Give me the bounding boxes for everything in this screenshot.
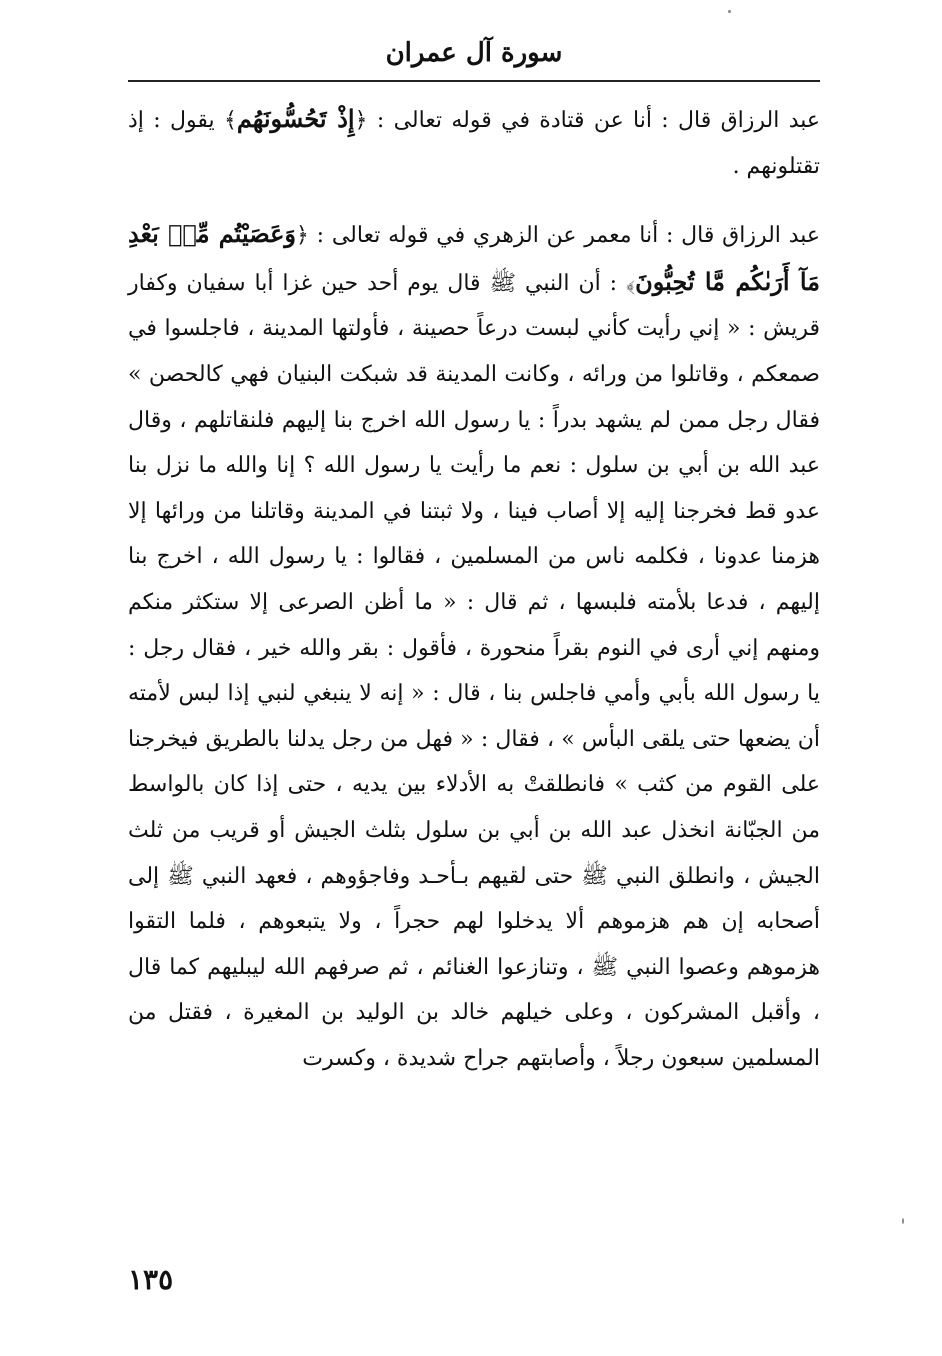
header-divider xyxy=(128,80,820,82)
page-body xyxy=(128,96,820,1081)
scan-speck xyxy=(728,10,731,13)
paragraph-intro: عبد الرزاق قال : أنا عن قتادة في قوله تعالى : xyxy=(367,108,821,133)
quran-bracket-open: ﴿ xyxy=(295,223,309,249)
paragraph xyxy=(128,211,820,1081)
surah-title: سورة آل عمران xyxy=(385,38,563,68)
paragraph xyxy=(128,96,820,189)
scan-speck xyxy=(902,1218,904,1224)
quran-verse: وَعَصَيْتُم مِّنۢ بَعْدِ مَآ أَرَىٰكُم مَّا تُحِبُّونَ xyxy=(128,219,820,296)
running-header xyxy=(128,30,820,76)
quran-verse: إِذْ تَحُسُّونَهُم xyxy=(236,104,355,133)
paragraph-text: يقول : إذ تقتلونهم . xyxy=(128,108,820,179)
quran-bracket-close: ﴾ xyxy=(626,270,636,296)
paragraph-intro: عبد الرزاق قال : أنا معمر عن الزهري في قوله تعالى : xyxy=(308,223,821,249)
page-number: ١٣٥ xyxy=(128,1263,174,1296)
paragraph-text: : أن النبي ﷺ قال يوم أحد حين غزا أبا سفيان وكفار قريش : « إني رأيت كأني لبست درعاً حصينة ، فأولتها المدينة ، فاجلسوا في صمعكم ، وقاتلوا من ورائه ، وكانت المدينة قد شبكت البنيان فهي كالحصن » فقال رجل ممن لم يشهد بدراً : يا رسول الله اخرج بنا إليهم فلنقاتلهم ، وقال عبد الله بن أبي بن سلول : نعم ما رأيت يا رسول الله ؟ إنا والله ما نزل بنا عدو قط فخرجنا إليه إلا أصاب فينا ، ولا ثبتنا في المدينة وقاتلنا من ورائها إلا هزمنا عدونا ، فكلمه ناس من المسلمين ، فقالوا : يا رسول الله ، اخرج بنا إليهم ، فدعا بلأمته فلبسها ، ثم قال : « ما أظن الصرعى إلا ستكثر منكم ومنهم إني أرى في النوم بقراً منحورة ، فأقول : بقر والله خير ، فقال رجل : يا رسول الله بأبي وأمي فاجلس بنا ، قال : « إنه لا ينبغي لنبي إذا لبس لأمته أن يضعها حتى يلقى البأس » ، فقال : « فهل من رجل يدلنا بالطريق فيخرجنا على القوم من كثب » فانطلقتْ به الأدلاء بين يديه ، حتى إذا كان بالواسط من الجبّانة انخذل عبد الله بن أبي بن سلول بثلث الجيش أو قريب من ثلث الجيش ، وانطلق النبي ﷺ حتى لقيهم بـأحـد وفاجؤوهم ، فعهد النبي ﷺ إلى أصحابه إن هم هزموهم ألا يدخلوا لهم حجراً ، ولا يتبعوهم ، فلما التقوا هزموهم وعصوا النبي ﷺ ، وتنازعوا الغنائم ، ثم صرفهم الله ليبليهم كما قال ، وأقبل المشركون ، وعلى خيلهم خالد بن الوليد بن المغيرة ، فقتل من المسلمين سبعون رجلاً ، وأصابتهم جراح شديدة ، وكسرت xyxy=(128,270,820,1071)
quran-bracket-close: ﴾ xyxy=(223,108,237,133)
quran-bracket-open: ﴿ xyxy=(354,108,368,133)
